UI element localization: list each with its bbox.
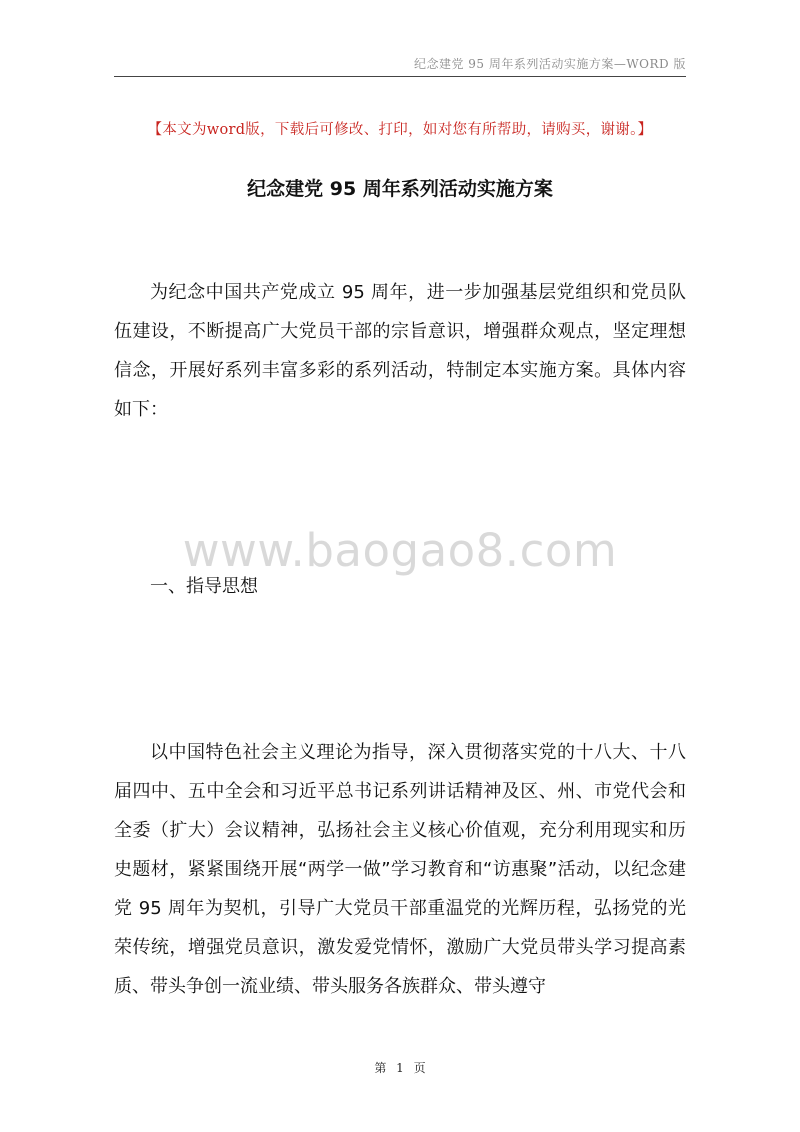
section-heading-guiding-ideology: 一、指导思想: [150, 576, 258, 597]
purchase-notice: 【本文为word版，下载后可修改、打印，如对您有所帮助，请购买，谢谢。】: [147, 122, 653, 138]
guiding-ideology-paragraph: 以中国特色社会主义理论为指导，深入贯彻落实党的十八大、十八届四中、五中全会和习近平总书记系列讲话精神及区、州、市党代会和全委（扩大）会议精神，弘扬社会主义核心价值观，充分利用现实和历史题材，紧紧围绕开展“两学一做”学习教育和“访惠聚”活动，以纪念建党 95 周年为契机，引导广大党员干部重温党的光辉历程，弘扬党的光荣传统，增强党员意识，激发爱党情怀，激励广大党员带头学习提高素质、带头争创一流业绩、带头服务各族群众、带头遵守: [114, 742, 686, 997]
page-footer: [0, 1059, 800, 1076]
document-title: 纪念建党 95 周年系列活动实施方案: [247, 178, 553, 200]
footer-prefix: 第: [374, 1061, 387, 1075]
page-number: 1: [396, 1061, 404, 1075]
intro-paragraph: 为纪念中国共产党成立 95 周年，进一步加强基层党组织和党员队伍建设，不断提高广大党员干部的宗旨意识，增强群众观点，坚定理想信念，开展好系列丰富多彩的系列活动，特制定本实施方案。具体内容如下：: [114, 282, 686, 420]
running-header: 纪念建党 95 周年系列活动实施方案—WORD 版: [413, 57, 686, 71]
header-rule: [114, 76, 686, 77]
footer-suffix: 页: [413, 1061, 426, 1075]
site-watermark: www.baogao8.com: [182, 524, 618, 577]
